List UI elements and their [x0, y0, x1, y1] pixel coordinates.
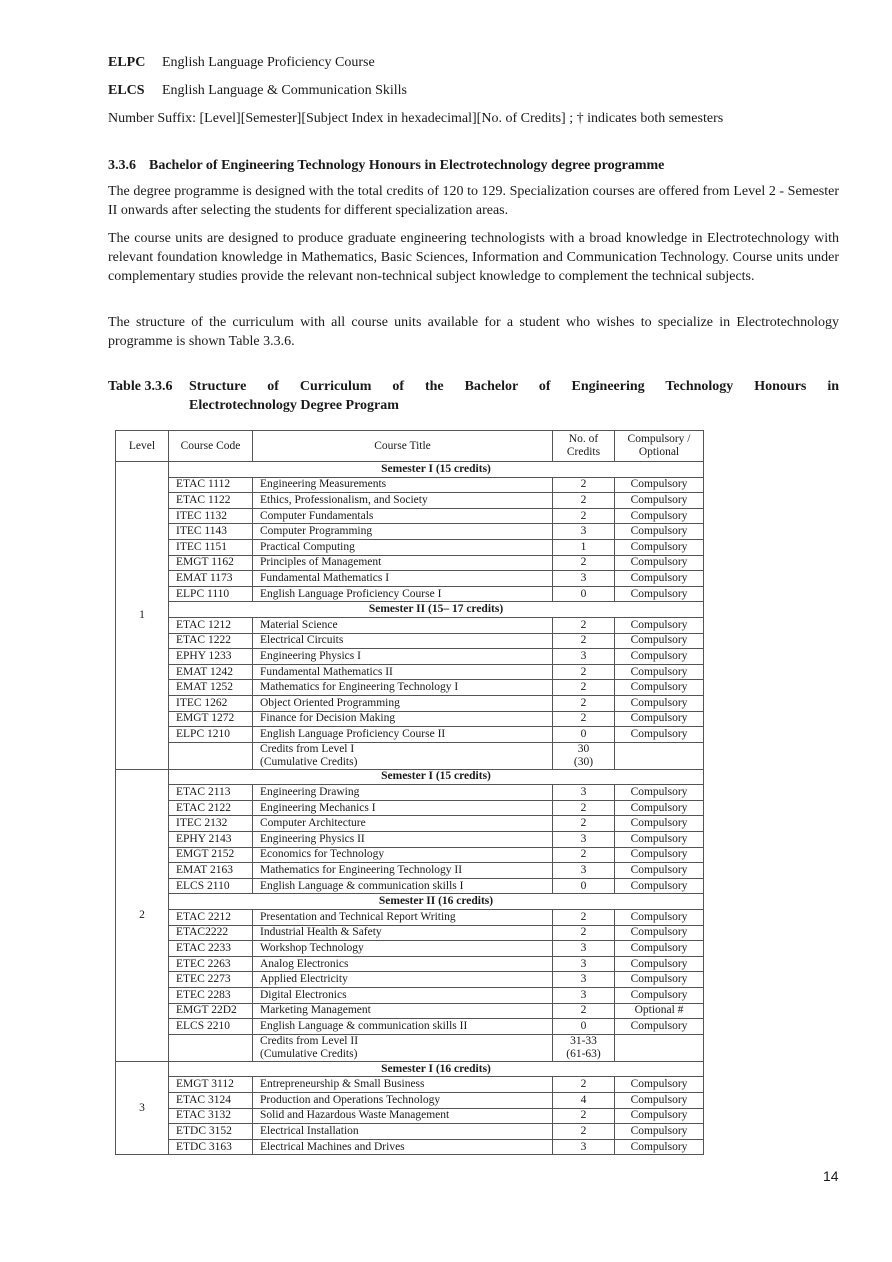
course-code: ELPC 1210: [169, 727, 253, 743]
header-course-title: Course Title: [253, 431, 553, 462]
table-row: [116, 586, 704, 602]
course-type: Compulsory: [615, 586, 704, 602]
abbreviation-elcs: [108, 82, 407, 100]
course-code: ETAC 1212: [169, 617, 253, 633]
course-code: ETAC 1122: [169, 493, 253, 509]
course-title: Fundamental Mathematics II: [253, 664, 553, 680]
course-code: ITEC 2132: [169, 816, 253, 832]
abbreviation-code: ELPC: [108, 55, 146, 70]
table-row: [116, 863, 704, 879]
table-caption-line2: Electrotechnology Degree Program: [189, 398, 399, 413]
course-type: Compulsory: [615, 1019, 704, 1035]
abbreviation-meaning: English Language & Communication Skills: [162, 83, 407, 98]
course-type: Compulsory: [615, 508, 704, 524]
course-title: Material Science: [253, 617, 553, 633]
course-credits: 3: [553, 785, 615, 801]
section-heading: [108, 156, 664, 175]
course-credits: 1: [553, 539, 615, 555]
course-title: Digital Electronics: [253, 988, 553, 1004]
course-credits: 2: [553, 816, 615, 832]
course-type: Compulsory: [615, 524, 704, 540]
table-row: [116, 617, 704, 633]
course-title: Electrical Machines and Drives: [253, 1139, 553, 1155]
course-type: Compulsory: [615, 972, 704, 988]
course-code: ETAC 2122: [169, 800, 253, 816]
course-code: EPHY 1233: [169, 649, 253, 665]
table-row: [116, 972, 704, 988]
summary-title-line1: Credits from Level II: [260, 1034, 359, 1047]
course-code: ETAC 1112: [169, 477, 253, 493]
table-row: [116, 800, 704, 816]
course-title: Engineering Measurements: [253, 477, 553, 493]
table-header-row: [116, 431, 704, 462]
course-title: Engineering Physics I: [253, 649, 553, 665]
course-credits: 3: [553, 524, 615, 540]
course-title: English Language Proficiency Course II: [253, 727, 553, 743]
table-row: [116, 695, 704, 711]
course-type: Compulsory: [615, 925, 704, 941]
course-type: Compulsory: [615, 816, 704, 832]
course-type: Compulsory: [615, 956, 704, 972]
table-row: [116, 524, 704, 540]
course-type: Compulsory: [615, 910, 704, 926]
course-type: Compulsory: [615, 847, 704, 863]
course-credits: 2: [553, 1003, 615, 1019]
course-title: English Language & communication skills II: [253, 1019, 553, 1035]
course-code: ETAC 3124: [169, 1092, 253, 1108]
semester-row: [116, 462, 704, 478]
summary-empty-code: [169, 742, 253, 769]
course-type: Compulsory: [615, 711, 704, 727]
course-code: ETEC 2283: [169, 988, 253, 1004]
course-credits: 0: [553, 727, 615, 743]
course-title: Engineering Physics II: [253, 832, 553, 848]
course-title: Object Oriented Programming: [253, 695, 553, 711]
abbreviation-elpc: [108, 54, 375, 72]
summary-credits-line1: 31-33: [570, 1034, 597, 1047]
header-level: Level: [116, 431, 169, 462]
course-code: ITEC 1151: [169, 539, 253, 555]
course-credits: 3: [553, 832, 615, 848]
summary-credits-line2: (30): [573, 755, 594, 768]
course-title: Engineering Mechanics I: [253, 800, 553, 816]
course-title: Entrepreneurship & Small Business: [253, 1077, 553, 1093]
table-row: [116, 1003, 704, 1019]
table-row: [116, 941, 704, 957]
table-row: [116, 1139, 704, 1155]
semester-row: [116, 1061, 704, 1077]
level-cell: 2: [116, 769, 169, 1061]
course-credits: 2: [553, 800, 615, 816]
summary-empty-code: [169, 1034, 253, 1061]
course-title: Ethics, Professionalism, and Society: [253, 493, 553, 509]
course-code: EMGT 22D2: [169, 1003, 253, 1019]
course-credits: 3: [553, 571, 615, 587]
table-row: [116, 649, 704, 665]
course-credits: 0: [553, 1019, 615, 1035]
course-code: EPHY 2143: [169, 832, 253, 848]
course-code: ITEC 1132: [169, 508, 253, 524]
course-credits: 2: [553, 664, 615, 680]
course-credits: 3: [553, 988, 615, 1004]
level-cell: 3: [116, 1061, 169, 1155]
course-code: ETAC 3132: [169, 1108, 253, 1124]
summary-empty-type: [615, 742, 704, 769]
table-row: [116, 711, 704, 727]
table-row: [116, 832, 704, 848]
paragraph-course-units: The course units are designed to produce graduate engineering technologists with a broad knowledge in Electrotechnology with relevant foundation knowledge in Mathematics, Basic Sciences, Information and Communication Technology. Course units under complementary studies provide the relevant non-technical subject knowledge to complement the technical subjects.: [108, 231, 839, 284]
course-title: Finance for Decision Making: [253, 711, 553, 727]
course-code: ETDC 3152: [169, 1124, 253, 1140]
course-title: Computer Architecture: [253, 816, 553, 832]
table-row: [116, 727, 704, 743]
table-row: [116, 956, 704, 972]
semester-label: Semester I (15 credits): [169, 462, 704, 478]
summary-title: [253, 742, 553, 769]
number-suffix-note: Number Suffix: [Level][Semester][Subject Index in hexadecimal][No. of Credits] ; † indicates both semesters: [108, 111, 724, 126]
course-title: Mathematics for Engineering Technology II: [253, 863, 553, 879]
semester-row: [116, 602, 704, 618]
table-caption-line1: Structure of Curriculum of the Bachelor of Engineering Technology Honours in: [189, 379, 839, 394]
summary-credits: [553, 742, 615, 769]
course-title: Mathematics for Engineering Technology I: [253, 680, 553, 696]
summary-title: [253, 1034, 553, 1061]
summary-row: [116, 742, 704, 769]
page-number: 14: [823, 1168, 839, 1184]
section-number: 3.3.6: [108, 158, 136, 173]
course-type: Compulsory: [615, 878, 704, 894]
summary-empty-type: [615, 1034, 704, 1061]
course-title: Marketing Management: [253, 1003, 553, 1019]
table-row: [116, 555, 704, 571]
course-type: Compulsory: [615, 571, 704, 587]
course-code: ETEC 2263: [169, 956, 253, 972]
table-row: [116, 680, 704, 696]
course-title: Computer Programming: [253, 524, 553, 540]
summary-credits-line2: (61-63): [566, 1047, 601, 1060]
course-title: Principles of Management: [253, 555, 553, 571]
course-credits: 3: [553, 941, 615, 957]
course-credits: 2: [553, 477, 615, 493]
section-title: Bachelor of Engineering Technology Honours in Electrotechnology degree programme: [149, 158, 665, 173]
summary-title-line2: (Cumulative Credits): [260, 1047, 358, 1060]
course-type: Compulsory: [615, 477, 704, 493]
table-caption-label: Table 3.3.6: [108, 379, 173, 394]
course-type: Compulsory: [615, 785, 704, 801]
course-title: Electrical Circuits: [253, 633, 553, 649]
course-credits: 2: [553, 695, 615, 711]
table-body: [116, 462, 704, 1155]
course-credits: 3: [553, 1139, 615, 1155]
course-credits: 2: [553, 508, 615, 524]
course-code: EMAT 2163: [169, 863, 253, 879]
summary-credits-line1: 30: [577, 742, 590, 755]
course-code: EMAT 1242: [169, 664, 253, 680]
semester-label: Semester II (16 credits): [169, 894, 704, 910]
course-credits: 2: [553, 1108, 615, 1124]
table-row: [116, 910, 704, 926]
table-row: [116, 493, 704, 509]
table-row: [116, 508, 704, 524]
course-code: ETDC 3163: [169, 1139, 253, 1155]
course-title: Fundamental Mathematics I: [253, 571, 553, 587]
course-title: Workshop Technology: [253, 941, 553, 957]
table-row: [116, 1077, 704, 1093]
table-row: [116, 539, 704, 555]
paragraph-credits: The degree programme is designed with the total credits of 120 to 129. Specialization courses are offered from Level 2 - Semester II onwards after selecting the students for different specialization areas.: [108, 184, 839, 218]
course-credits: 2: [553, 1124, 615, 1140]
course-credits: 3: [553, 649, 615, 665]
course-title: English Language & communication skills I: [253, 878, 553, 894]
course-credits: 0: [553, 586, 615, 602]
course-code: EMAT 1173: [169, 571, 253, 587]
course-code: EMGT 2152: [169, 847, 253, 863]
header-course-code: Course Code: [169, 431, 253, 462]
course-code: ITEC 1262: [169, 695, 253, 711]
course-title: Industrial Health & Safety: [253, 925, 553, 941]
course-type: Compulsory: [615, 617, 704, 633]
semester-row: [116, 769, 704, 785]
course-code: ETAC 2233: [169, 941, 253, 957]
semester-row: [116, 894, 704, 910]
table-row: [116, 477, 704, 493]
course-code: ETAC2222: [169, 925, 253, 941]
course-type: Compulsory: [615, 649, 704, 665]
course-credits: 3: [553, 956, 615, 972]
course-type: Compulsory: [615, 695, 704, 711]
course-code: EMAT 1252: [169, 680, 253, 696]
course-type: Compulsory: [615, 664, 704, 680]
course-type: Compulsory: [615, 988, 704, 1004]
course-code: ITEC 1143: [169, 524, 253, 540]
course-credits: 3: [553, 972, 615, 988]
course-credits: 2: [553, 1077, 615, 1093]
course-credits: 2: [553, 617, 615, 633]
paragraph-structure: The structure of the curriculum with all course units available for a student who wishes to specialize in Electrotechnology programme is shown Table 3.3.6.: [108, 315, 839, 349]
course-credits: 4: [553, 1092, 615, 1108]
summary-row: [116, 1034, 704, 1061]
course-type: Compulsory: [615, 941, 704, 957]
table-row: [116, 785, 704, 801]
course-code: EMGT 1162: [169, 555, 253, 571]
table-row: [116, 925, 704, 941]
course-credits: 2: [553, 925, 615, 941]
course-type: Compulsory: [615, 1092, 704, 1108]
header-compulsory-optional: Compulsory / Optional: [615, 431, 704, 462]
course-code: ETAC 1222: [169, 633, 253, 649]
course-credits: 3: [553, 863, 615, 879]
course-code: ELCS 2110: [169, 878, 253, 894]
course-title: Production and Operations Technology: [253, 1092, 553, 1108]
table-caption-text: [189, 377, 839, 415]
semester-label: Semester I (15 credits): [169, 769, 704, 785]
table-row: [116, 664, 704, 680]
course-credits: 2: [553, 493, 615, 509]
table-row: [116, 1019, 704, 1035]
course-type: Compulsory: [615, 555, 704, 571]
course-credits: 2: [553, 680, 615, 696]
table-row: [116, 571, 704, 587]
abbreviation-meaning: English Language Proficiency Course: [162, 55, 375, 70]
table-row: [116, 878, 704, 894]
summary-credits: [553, 1034, 615, 1061]
course-type: Compulsory: [615, 800, 704, 816]
course-title: Applied Electricity: [253, 972, 553, 988]
course-code: EMGT 3112: [169, 1077, 253, 1093]
course-credits: 2: [553, 910, 615, 926]
course-type: Compulsory: [615, 863, 704, 879]
course-type: Compulsory: [615, 832, 704, 848]
course-code: ELCS 2210: [169, 1019, 253, 1035]
table-row: [116, 1092, 704, 1108]
table-caption: [108, 377, 839, 415]
semester-label: Semester I (16 credits): [169, 1061, 704, 1077]
course-code: ELPC 1110: [169, 586, 253, 602]
course-code: ETAC 2212: [169, 910, 253, 926]
course-credits: 2: [553, 847, 615, 863]
course-title: Engineering Drawing: [253, 785, 553, 801]
course-title: English Language Proficiency Course I: [253, 586, 553, 602]
table-row: [116, 816, 704, 832]
course-title: Analog Electronics: [253, 956, 553, 972]
header-credits: No. of Credits: [553, 431, 615, 462]
semester-label: Semester II (15– 17 credits): [169, 602, 704, 618]
course-type: Compulsory: [615, 680, 704, 696]
course-type: Compulsory: [615, 1139, 704, 1155]
table-row: [116, 847, 704, 863]
table-row: [116, 1108, 704, 1124]
course-title: Solid and Hazardous Waste Management: [253, 1108, 553, 1124]
course-title: Economics for Technology: [253, 847, 553, 863]
course-credits: 0: [553, 878, 615, 894]
course-credits: 2: [553, 711, 615, 727]
course-title: Computer Fundamentals: [253, 508, 553, 524]
course-code: ETAC 2113: [169, 785, 253, 801]
curriculum-table: [115, 430, 704, 1155]
summary-title-line1: Credits from Level I: [260, 742, 355, 755]
course-type: Compulsory: [615, 539, 704, 555]
course-type: Compulsory: [615, 633, 704, 649]
course-code: ETEC 2273: [169, 972, 253, 988]
course-title: Presentation and Technical Report Writing: [253, 910, 553, 926]
course-type: Compulsory: [615, 1124, 704, 1140]
course-type: Compulsory: [615, 727, 704, 743]
course-type: Compulsory: [615, 1108, 704, 1124]
level-cell: 1: [116, 462, 169, 770]
course-type: Optional #: [615, 1003, 704, 1019]
table-row: [116, 988, 704, 1004]
course-type: Compulsory: [615, 1077, 704, 1093]
course-code: EMGT 1272: [169, 711, 253, 727]
course-title: Practical Computing: [253, 539, 553, 555]
table-row: [116, 633, 704, 649]
abbreviation-code: ELCS: [108, 83, 145, 98]
course-title: Electrical Installation: [253, 1124, 553, 1140]
course-credits: 2: [553, 633, 615, 649]
course-type: Compulsory: [615, 493, 704, 509]
course-credits: 2: [553, 555, 615, 571]
table-row: [116, 1124, 704, 1140]
summary-title-line2: (Cumulative Credits): [260, 755, 358, 768]
